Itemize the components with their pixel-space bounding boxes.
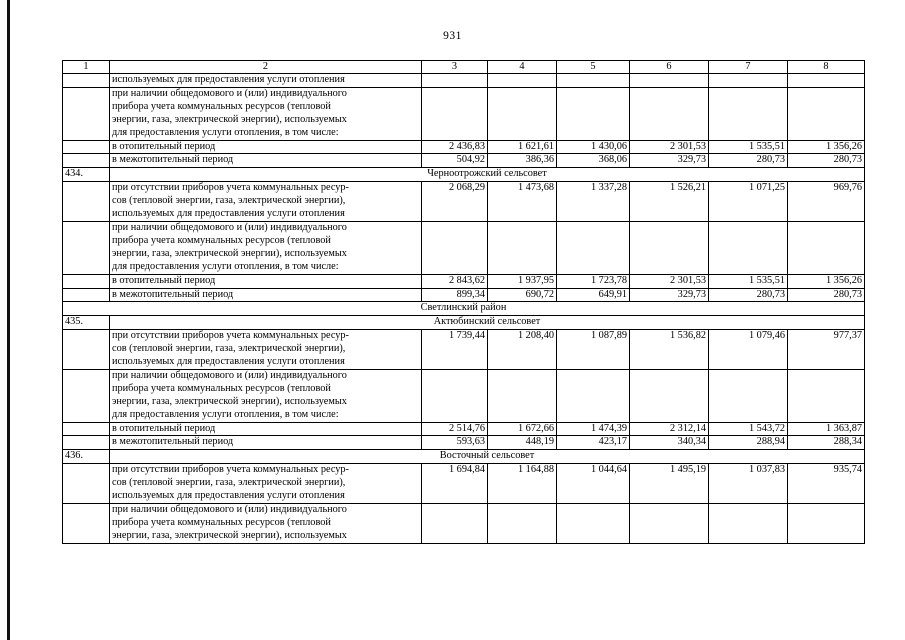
- value-cell: 2 301,53: [630, 274, 709, 288]
- value-cell: 1 356,26: [788, 140, 865, 154]
- row-number-cell: 434.: [63, 168, 110, 182]
- description-cell: в межотопительный период: [110, 436, 422, 450]
- value-cell: 504,92: [422, 154, 488, 168]
- value-cell: 329,73: [630, 288, 709, 302]
- value-cell: 2 436,83: [422, 140, 488, 154]
- value-cell: 280,73: [709, 288, 788, 302]
- description-cell: в отопительный период: [110, 422, 422, 436]
- value-cell: 1 526,21: [630, 182, 709, 222]
- value-cell: 329,73: [630, 154, 709, 168]
- column-header: 6: [630, 61, 709, 74]
- value-cell: 280,73: [788, 154, 865, 168]
- value-cell: 1 937,95: [488, 274, 557, 288]
- value-cell: 1 164,88: [488, 464, 557, 504]
- settlement-name: Черноотрожский сельсовет: [110, 168, 865, 182]
- value-cell: 1 473,68: [488, 182, 557, 222]
- description-cell: при отсутствии приборов учета коммунальных ресур- сов (тепловой энергии, газа, электрической энергии), используемых для предоставления услуги отопления: [110, 464, 422, 504]
- table-row: [63, 87, 865, 140]
- table-row: [63, 369, 865, 422]
- row-number-cell: 436.: [63, 450, 110, 464]
- value-cell: 1 474,39: [557, 422, 630, 436]
- table-row: [63, 274, 865, 288]
- page-number: 931: [443, 30, 462, 42]
- section-row: [63, 316, 865, 330]
- table-row: [63, 182, 865, 222]
- column-header: 8: [788, 61, 865, 74]
- value-cell: 1 079,46: [709, 330, 788, 370]
- district-name: Светлинский район: [63, 302, 865, 316]
- table-row: [63, 288, 865, 302]
- value-cell: 1 430,06: [557, 140, 630, 154]
- settlement-name: Восточный сельсовет: [110, 450, 865, 464]
- value-cell: 977,37: [788, 330, 865, 370]
- description-cell: в межотопительный период: [110, 288, 422, 302]
- value-cell: 423,17: [557, 436, 630, 450]
- value-cell: 2 068,29: [422, 182, 488, 222]
- column-header: 3: [422, 61, 488, 74]
- value-cell: 288,34: [788, 436, 865, 450]
- value-cell: 1 356,26: [788, 274, 865, 288]
- value-cell: 1 621,61: [488, 140, 557, 154]
- value-cell: 368,06: [557, 154, 630, 168]
- value-cell: 1 694,84: [422, 464, 488, 504]
- value-cell: 288,94: [709, 436, 788, 450]
- column-header: 5: [557, 61, 630, 74]
- page-edge-bar: [7, 0, 10, 640]
- district-row: [63, 302, 865, 316]
- value-cell: 1 535,51: [709, 274, 788, 288]
- value-cell: 969,76: [788, 182, 865, 222]
- section-row: [63, 168, 865, 182]
- value-cell: 1 044,64: [557, 464, 630, 504]
- table-row: [63, 422, 865, 436]
- table-row: [63, 504, 865, 544]
- header-row: [63, 61, 865, 74]
- value-cell: 2 312,14: [630, 422, 709, 436]
- value-cell: 2 843,62: [422, 274, 488, 288]
- value-cell: 1 087,89: [557, 330, 630, 370]
- description-cell: при наличии общедомового и (или) индивидуального прибора учета коммунальных ресурсов (тепловой энергии, газа, электрической энергии), используемых для предоставления услуги отопления, в том числе:: [110, 87, 422, 140]
- value-cell: 1 536,82: [630, 330, 709, 370]
- value-cell: 1 208,40: [488, 330, 557, 370]
- settlement-name: Актюбинский сельсовет: [110, 316, 865, 330]
- value-cell: 1 543,72: [709, 422, 788, 436]
- value-cell: 2 514,76: [422, 422, 488, 436]
- section-row: [63, 450, 865, 464]
- value-cell: 1 071,25: [709, 182, 788, 222]
- column-header: 4: [488, 61, 557, 74]
- value-cell: 448,19: [488, 436, 557, 450]
- description-cell: в межотопительный период: [110, 154, 422, 168]
- table-row: [63, 464, 865, 504]
- table-row: [63, 74, 865, 88]
- description-cell: в отопительный период: [110, 274, 422, 288]
- description-cell: при отсутствии приборов учета коммунальных ресур- сов (тепловой энергии, газа, электрической энергии), используемых для предоставления услуги отопления: [110, 182, 422, 222]
- column-header: 7: [709, 61, 788, 74]
- value-cell: 593,63: [422, 436, 488, 450]
- column-header: 2: [110, 61, 422, 74]
- value-cell: 1 535,51: [709, 140, 788, 154]
- value-cell: 340,34: [630, 436, 709, 450]
- table-row: [63, 154, 865, 168]
- description-cell: при наличии общедомового и (или) индивидуального прибора учета коммунальных ресурсов (тепловой энергии, газа, электрической энергии), используемых: [110, 504, 422, 544]
- value-cell: 1 037,83: [709, 464, 788, 504]
- value-cell: 1 363,87: [788, 422, 865, 436]
- row-number-cell: [63, 74, 110, 88]
- description-cell: в отопительный период: [110, 140, 422, 154]
- value-cell: 649,91: [557, 288, 630, 302]
- value-cell: 2 301,53: [630, 140, 709, 154]
- table-row: [63, 221, 865, 274]
- value-cell: 280,73: [709, 154, 788, 168]
- value-cell: 1 672,66: [488, 422, 557, 436]
- value-cell: 1 495,19: [630, 464, 709, 504]
- table-row: [63, 330, 865, 370]
- tariff-table: [62, 60, 865, 544]
- value-cell: 1 337,28: [557, 182, 630, 222]
- value-cell: 1 739,44: [422, 330, 488, 370]
- row-number-cell: 435.: [63, 316, 110, 330]
- value-cell: 280,73: [788, 288, 865, 302]
- description-cell: при наличии общедомового и (или) индивидуального прибора учета коммунальных ресурсов (тепловой энергии, газа, электрической энергии), используемых для предоставления услуги отопления, в том числе:: [110, 221, 422, 274]
- description-cell: используемых для предоставления услуги отопления: [110, 74, 422, 88]
- description-cell: при наличии общедомового и (или) индивидуального прибора учета коммунальных ресурсов (тепловой энергии, газа, электрической энергии), используемых для предоставления услуги отопления, в том числе:: [110, 369, 422, 422]
- value-cell: 386,36: [488, 154, 557, 168]
- description-cell: при отсутствии приборов учета коммунальных ресур- сов (тепловой энергии, газа, электрической энергии), используемых для предоставления услуги отопления: [110, 330, 422, 370]
- table-row: [63, 140, 865, 154]
- value-cell: 899,34: [422, 288, 488, 302]
- value-cell: 1 723,78: [557, 274, 630, 288]
- value-cell: 690,72: [488, 288, 557, 302]
- value-cell: 935,74: [788, 464, 865, 504]
- column-header: 1: [63, 61, 110, 74]
- table-row: [63, 436, 865, 450]
